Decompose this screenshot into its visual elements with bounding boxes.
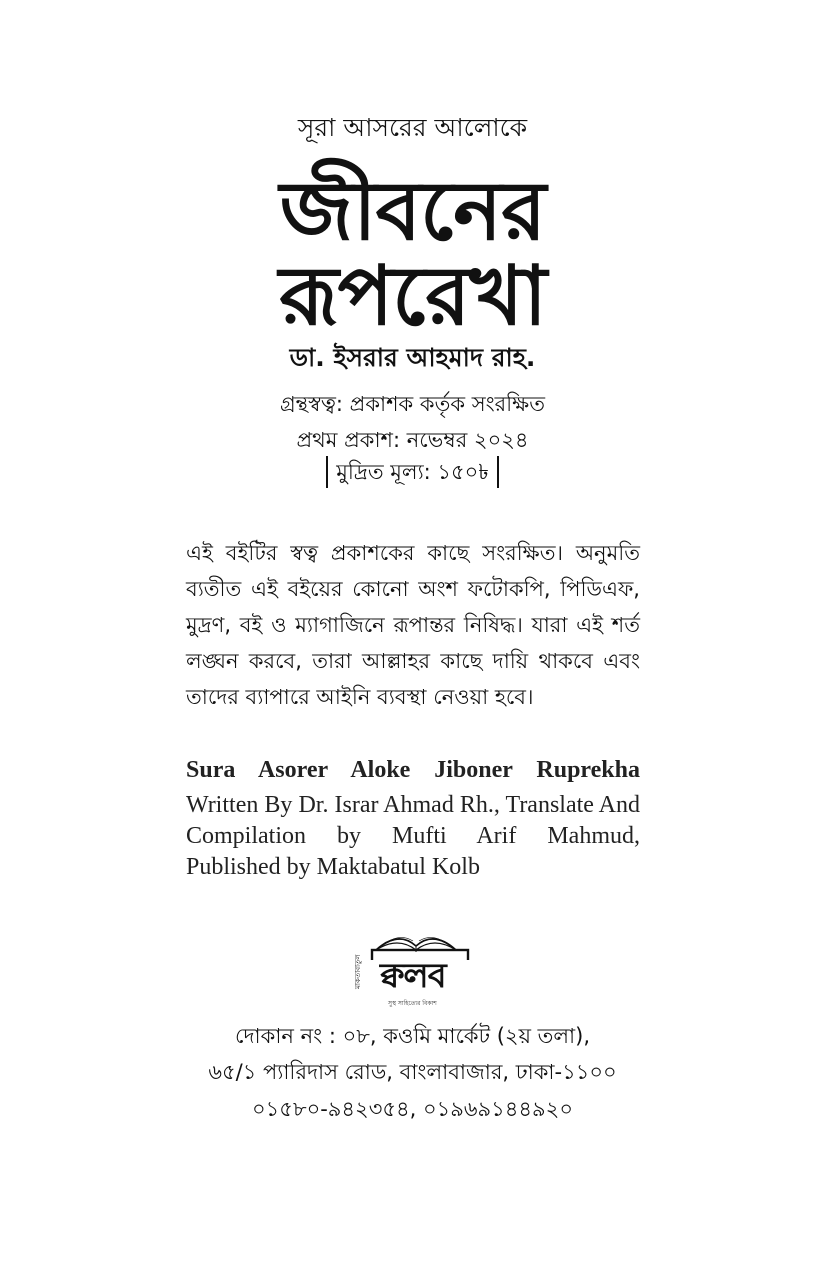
logo-wordmark: ক্বলব xyxy=(380,956,446,996)
english-credits: Written By Dr. Israr Ahmad Rh., Translate And Compilation by Mufti Arif Mahmud, Published by Maktabatul Kolb xyxy=(186,792,640,880)
phone-numbers: ০১৫৮০-৯৪২৩৫৪, ০১৯৬৯১৪৪৯২০ xyxy=(252,1097,573,1121)
publisher-logo xyxy=(352,920,476,1012)
logo-vertical-text: মাকতাবাতুল xyxy=(354,954,362,990)
address-line-1: দোকান নং : ০৮, কওমি মার্কেট (২য় তলা), xyxy=(234,1024,590,1048)
title-line-2: রূপরেখা xyxy=(278,249,547,344)
first-edition-line: প্রথম প্রকাশ: নভেম্বর ২০২৪ xyxy=(296,428,529,452)
author-name: ডা. ইসরার আহমাদ রাহ. xyxy=(289,343,536,372)
price-line xyxy=(0,456,825,488)
english-title: Sura Asorer Aloke Jiboner Ruprekha xyxy=(186,757,640,783)
subtitle: সূরা আসরের আলোকে xyxy=(297,113,528,142)
copyright-line: গ্রন্থস্বত্ব: প্রকাশক কর্তৃক সংরক্ষিত xyxy=(280,392,545,416)
english-info xyxy=(186,755,640,883)
title-line-1: জীবনের xyxy=(279,164,546,259)
address-line-2: ৬৫/১ প্যারিদাস রোড, বাংলাবাজার, ঢাকা-১১০০ xyxy=(208,1060,617,1084)
logo-tagline: সুস্থ সাহিত্যের বিকাশ xyxy=(388,1000,437,1007)
copyright-notice: এই বইটির স্বত্ব প্রকাশকের কাছে সংরক্ষিত। অনুমতি ব্যতীত এই বইয়ের কোনো অংশ ফটোকপি, পিডিএফ, মুদ্রণ, বই ও ম্যাগাজিনে রূপান্তর নিষিদ্ধ। যারা এই শর্ত লঙ্ঘন করবে, তারা আল্লাহর কাছে দায়ি থাকবে এবং তাদের ব্যাপারে আইনি ব্যবস্থা নেওয়া হবে। xyxy=(186,541,640,709)
price-label: মুদ্রিত মূল্য: ১৫০৳ xyxy=(326,456,499,488)
